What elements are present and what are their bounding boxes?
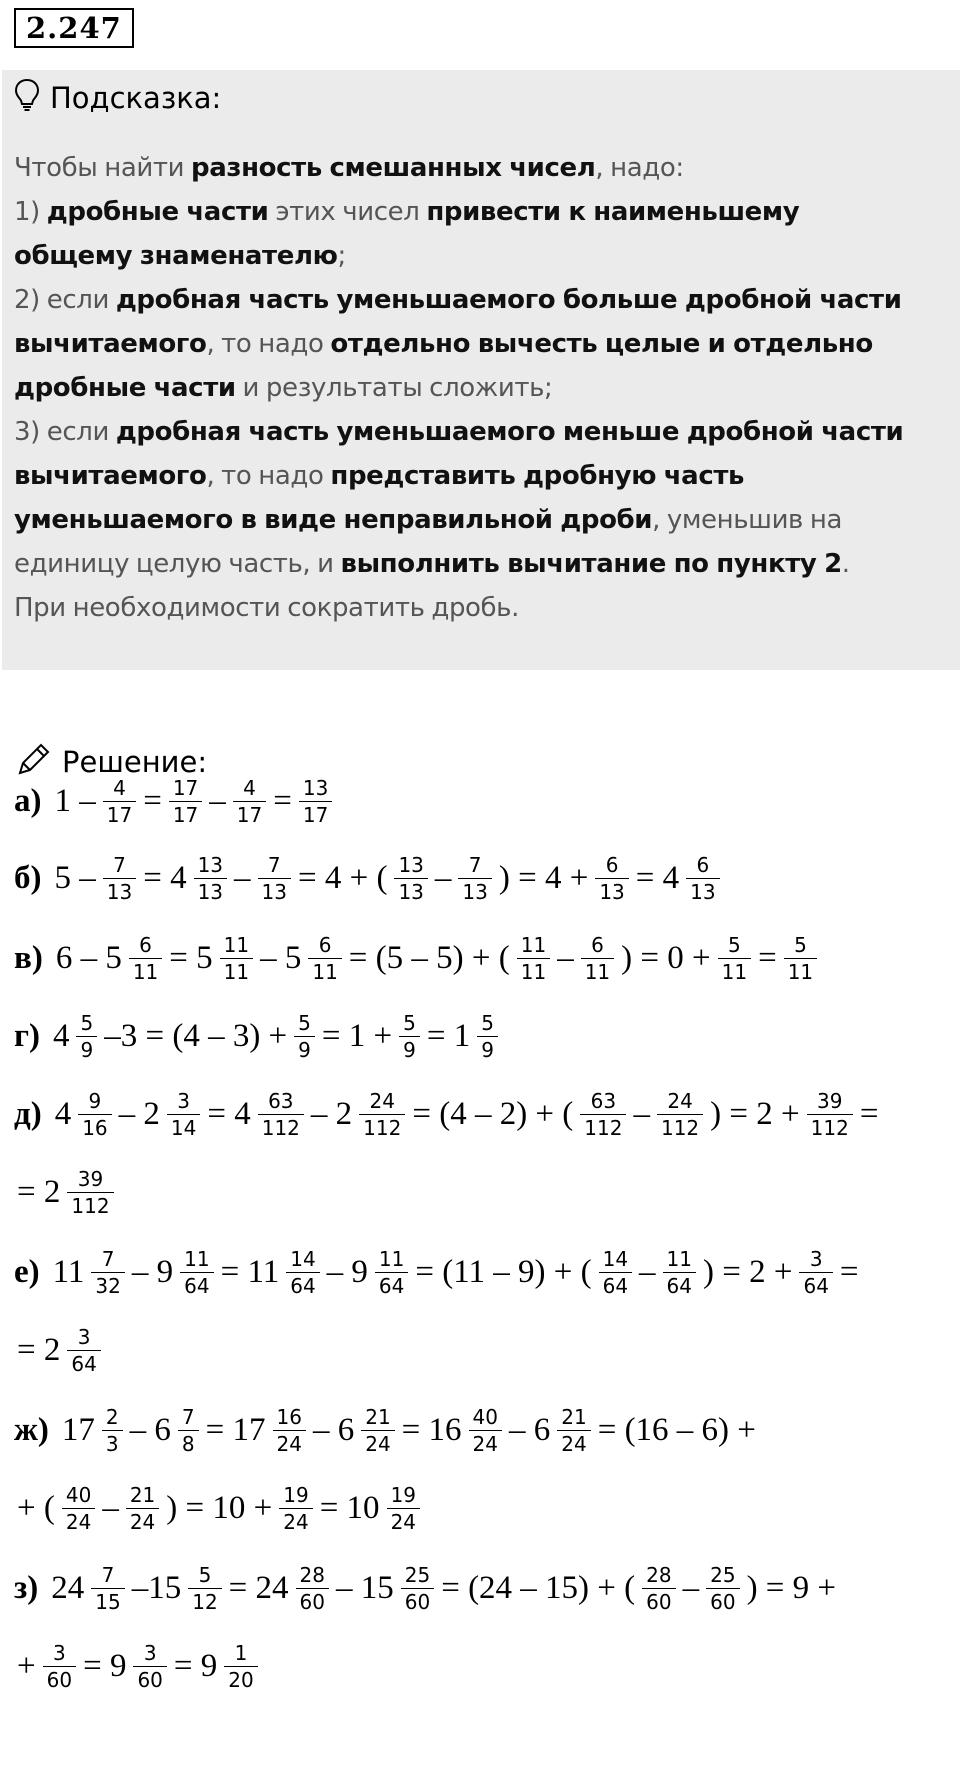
expression-text: –3 = (4 – 3) + — [104, 1018, 288, 1054]
denominator: 32 — [91, 1272, 124, 1299]
numerator: 7 — [267, 853, 281, 877]
expression-text: – 2 — [310, 1096, 353, 1132]
fraction — [169, 775, 202, 828]
denominator: 16 — [78, 1114, 111, 1141]
numerator: 3 — [143, 1641, 157, 1665]
numerator: 2 — [105, 1405, 119, 1429]
expression-text: 11 — [52, 1254, 85, 1290]
expression-text: + ( — [17, 1490, 55, 1526]
fraction — [273, 1404, 306, 1457]
solution-line — [14, 1562, 839, 1615]
fraction — [517, 932, 550, 985]
denominator: 20 — [224, 1666, 257, 1693]
hint-line — [14, 542, 944, 586]
fraction — [477, 1010, 498, 1063]
fraction — [78, 1088, 111, 1141]
denominator: 64 — [67, 1350, 100, 1377]
solution-line — [14, 1088, 881, 1141]
numerator: 3 — [77, 1325, 91, 1349]
hint-segment: единицу целую часть, и — [14, 549, 341, 579]
expression-text: –15 — [131, 1570, 182, 1606]
numerator: 63 — [590, 1089, 617, 1113]
expression-text: = — [758, 940, 777, 976]
denominator: 112 — [657, 1114, 703, 1141]
denominator: 11 — [220, 958, 253, 985]
fraction — [178, 1404, 199, 1457]
expression-text: ) = 0 + — [621, 940, 711, 976]
fraction — [458, 852, 491, 905]
fraction — [580, 1088, 626, 1141]
numerator: 7 — [181, 1405, 195, 1429]
hint-emphasis: общему знаменателю — [14, 241, 338, 271]
fraction — [91, 1562, 124, 1615]
item-label: а) — [14, 783, 42, 819]
denominator: 15 — [91, 1588, 124, 1615]
numerator: 19 — [283, 1483, 309, 1507]
hint-segment: Чтобы найти — [14, 153, 192, 183]
numerator: 6 — [696, 853, 710, 877]
lightbulb-icon — [14, 78, 40, 119]
expression-text: = 2 — [17, 1174, 61, 1210]
denominator: 112 — [359, 1114, 405, 1141]
denominator: 9 — [477, 1036, 498, 1063]
hint-line — [14, 366, 944, 410]
numerator: 5 — [481, 1011, 494, 1035]
numerator: 6 — [591, 933, 604, 957]
expression-text: = 1 + — [321, 1018, 393, 1054]
fraction — [557, 1404, 590, 1457]
numerator: 9 — [88, 1089, 102, 1113]
hint-segment: этих чисел — [268, 197, 427, 227]
denominator: 13 — [394, 878, 427, 905]
numerator: 5 — [727, 933, 741, 957]
expression-text: – — [234, 860, 251, 896]
fraction — [43, 1640, 76, 1693]
denominator: 11 — [308, 958, 341, 985]
item-label: в) — [14, 940, 43, 976]
numerator: 4 — [243, 776, 256, 800]
hint-text — [14, 146, 944, 630]
denominator: 112 — [807, 1114, 853, 1141]
denominator: 24 — [361, 1430, 394, 1457]
expression-text: 4 — [52, 1018, 70, 1054]
expression-text: = (11 – 9) + ( — [415, 1254, 592, 1290]
fraction — [188, 1562, 221, 1615]
expression-text: = 4 — [143, 860, 187, 896]
expression-text: – 6 — [509, 1412, 551, 1448]
numerator: 11 — [520, 933, 547, 957]
expression-text: = — [143, 783, 162, 819]
hint-segment: ; — [337, 241, 346, 271]
numerator: 40 — [65, 1483, 92, 1507]
denominator: 24 — [387, 1508, 420, 1535]
numerator: 17 — [172, 776, 199, 800]
expression-text: – 9 — [131, 1254, 174, 1290]
solution-line — [14, 775, 336, 828]
item-label: з) — [14, 1570, 39, 1606]
denominator: 112 — [67, 1192, 113, 1219]
denominator: 24 — [273, 1430, 306, 1457]
fraction — [224, 1640, 257, 1693]
hint-line — [14, 234, 944, 278]
numerator: 21 — [365, 1405, 391, 1429]
fraction — [129, 932, 162, 985]
numerator: 4 — [113, 776, 126, 800]
fraction — [279, 1482, 312, 1535]
numerator: 28 — [646, 1563, 672, 1587]
numerator: 5 — [794, 933, 807, 957]
numerator: 21 — [561, 1405, 587, 1429]
denominator: 13 — [686, 878, 719, 905]
numerator: 21 — [129, 1483, 156, 1507]
expression-text: = 1 — [426, 1018, 471, 1054]
numerator: 7 — [101, 1563, 115, 1587]
denominator: 13 — [194, 878, 227, 905]
solution-line — [14, 1166, 118, 1219]
hint-emphasis: разность смешанных чисел — [191, 153, 596, 183]
numerator: 11 — [378, 1247, 405, 1271]
fraction — [76, 1010, 97, 1063]
hint-segment: 3) если — [14, 417, 116, 447]
denominator: 3 — [102, 1430, 123, 1457]
hint-emphasis: выполнить вычитание по пункту 2 — [340, 549, 842, 579]
expression-text: = 11 — [220, 1254, 280, 1290]
fraction — [784, 932, 817, 985]
hint-segment: , то надо — [206, 329, 331, 359]
denominator: 17 — [299, 801, 332, 828]
expression-text: – 6 — [312, 1412, 355, 1448]
fraction — [387, 1482, 420, 1535]
hint-line — [14, 146, 944, 190]
fraction — [807, 1088, 853, 1141]
fraction — [194, 852, 227, 905]
hint-line — [14, 454, 944, 498]
expression-text: = (16 – 6) + — [597, 1412, 756, 1448]
expression-text: – 5 — [260, 940, 302, 976]
denominator: 13 — [258, 878, 291, 905]
denominator: 17 — [103, 801, 136, 828]
expression-text: ) = 2 + — [710, 1096, 800, 1132]
hint-segment: 1) — [14, 197, 47, 227]
fraction — [642, 1562, 675, 1615]
fraction — [299, 775, 332, 828]
numerator: 39 — [817, 1089, 843, 1113]
fraction — [67, 1324, 100, 1377]
numerator: 7 — [468, 853, 482, 877]
solution-title: Решение: — [62, 745, 208, 779]
fraction — [375, 1246, 408, 1299]
hint-line — [14, 586, 944, 630]
numerator: 11 — [223, 933, 250, 957]
solution-line — [14, 852, 724, 905]
expression-text: – — [633, 1096, 650, 1132]
numerator: 39 — [77, 1167, 104, 1191]
expression-text: = 9 — [173, 1648, 218, 1684]
fraction — [394, 852, 427, 905]
expression-text: = 2 — [17, 1332, 61, 1368]
fraction — [258, 1088, 304, 1141]
fraction — [126, 1482, 159, 1535]
denominator: 8 — [178, 1430, 199, 1457]
denominator: 24 — [469, 1430, 502, 1457]
expression-text: = — [859, 1096, 879, 1132]
item-label: ж) — [14, 1412, 49, 1448]
denominator: 14 — [167, 1114, 200, 1141]
denominator: 11 — [517, 958, 550, 985]
fraction — [469, 1404, 502, 1457]
numerator: 1 — [234, 1641, 248, 1665]
denominator: 112 — [580, 1114, 626, 1141]
denominator: 11 — [784, 958, 817, 985]
denominator: 11 — [129, 958, 162, 985]
expression-text: 1 – — [54, 783, 96, 819]
numerator: 7 — [101, 1247, 115, 1271]
numerator: 24 — [369, 1089, 395, 1113]
fraction — [233, 775, 266, 828]
hint-segment: , уменьшив на — [652, 505, 842, 535]
solution-line — [14, 1324, 105, 1377]
denominator: 24 — [62, 1508, 95, 1535]
hint-emphasis: уменьшаемого в виде неправильной дроби — [14, 505, 653, 535]
solution-line — [14, 1482, 424, 1535]
fraction — [359, 1088, 405, 1141]
numerator: 3 — [52, 1641, 66, 1665]
hint-segment: . — [841, 549, 850, 579]
fraction — [286, 1246, 319, 1299]
denominator: 11 — [581, 958, 614, 985]
expression-text: = 10 — [319, 1490, 380, 1526]
expression-text: = 5 — [169, 940, 213, 976]
denominator: 9 — [294, 1036, 315, 1063]
denominator: 64 — [663, 1272, 696, 1299]
fraction — [103, 852, 136, 905]
fraction — [103, 775, 136, 828]
denominator: 24 — [557, 1430, 590, 1457]
numerator: 5 — [403, 1011, 416, 1035]
fraction — [167, 1088, 200, 1141]
expression-text: ) = 10 + — [166, 1490, 273, 1526]
denominator: 17 — [233, 801, 266, 828]
denominator: 9 — [399, 1036, 420, 1063]
solution-line — [14, 1010, 502, 1063]
expression-text: = 4 — [635, 860, 680, 896]
hint-line — [14, 498, 944, 542]
numerator: 14 — [602, 1247, 629, 1271]
denominator: 17 — [169, 801, 202, 828]
numerator: 40 — [472, 1405, 498, 1429]
expression-text: = (4 – 2) + ( — [412, 1096, 574, 1132]
numerator: 25 — [710, 1563, 736, 1587]
solution-line — [14, 1246, 862, 1299]
denominator: 64 — [375, 1272, 408, 1299]
fraction — [258, 852, 291, 905]
numerator: 3 — [177, 1089, 190, 1113]
expression-text: 24 — [51, 1570, 85, 1606]
hint-line — [14, 410, 944, 454]
item-label: е) — [14, 1254, 40, 1290]
expression-text: = — [273, 783, 292, 819]
denominator: 12 — [188, 1588, 221, 1615]
numerator: 7 — [113, 853, 126, 877]
denominator: 13 — [103, 878, 136, 905]
fraction — [595, 852, 628, 905]
numerator: 25 — [404, 1563, 431, 1587]
hint-emphasis: дробная часть уменьшаемого больше дробной части — [115, 285, 902, 315]
expression-text: ) = 4 + — [498, 860, 589, 896]
numerator: 28 — [299, 1563, 325, 1587]
hint-segment: и результаты сложить; — [235, 373, 553, 403]
expression-text: – — [209, 783, 226, 819]
expression-text: – 6 — [129, 1412, 171, 1448]
hint-emphasis: привести к наименьшему — [426, 197, 800, 227]
fraction — [220, 932, 253, 985]
numerator: 5 — [198, 1563, 212, 1587]
denominator: 13 — [595, 878, 628, 905]
expression-text: – — [682, 1570, 700, 1606]
expression-text: = 16 — [401, 1412, 462, 1448]
expression-text: 4 — [54, 1096, 72, 1132]
denominator: 24 — [126, 1508, 159, 1535]
numerator: 16 — [276, 1405, 302, 1429]
item-label: д) — [14, 1096, 42, 1132]
fraction — [599, 1246, 632, 1299]
numerator: 6 — [318, 933, 332, 957]
expression-text: = 24 — [228, 1570, 289, 1606]
expression-text: – — [639, 1254, 656, 1290]
expression-text: – 2 — [118, 1096, 160, 1132]
expression-text: – 9 — [326, 1254, 368, 1290]
numerator: 13 — [302, 776, 329, 800]
hint-emphasis: дробная часть уменьшаемого меньше дробной части — [115, 417, 904, 447]
denominator: 64 — [799, 1272, 832, 1299]
hint-line — [14, 190, 944, 234]
fraction — [799, 1246, 832, 1299]
denominator: 60 — [133, 1666, 166, 1693]
expression-text: + — [17, 1648, 36, 1684]
denominator: 60 — [706, 1588, 739, 1615]
numerator: 3 — [809, 1247, 823, 1271]
denominator: 60 — [401, 1588, 434, 1615]
hint-emphasis: дробные части — [14, 373, 236, 403]
hint-title: Подсказка: — [50, 81, 222, 115]
denominator: 60 — [43, 1666, 76, 1693]
solution-line — [14, 1640, 262, 1693]
denominator: 24 — [279, 1508, 312, 1535]
numerator: 11 — [666, 1247, 692, 1271]
denominator: 11 — [718, 958, 751, 985]
fraction — [62, 1482, 95, 1535]
expression-text: ) = 9 + — [746, 1570, 837, 1606]
expression-text: – 15 — [336, 1570, 394, 1606]
item-label: б) — [14, 860, 42, 896]
fraction — [686, 852, 719, 905]
solution-line — [14, 932, 821, 985]
fraction — [581, 932, 614, 985]
fraction — [663, 1246, 696, 1299]
fraction — [718, 932, 751, 985]
expression-text: ) = 2 + — [703, 1254, 793, 1290]
expression-text: – — [102, 1490, 119, 1526]
numerator: 11 — [184, 1247, 210, 1271]
expression-text: 17 — [61, 1412, 95, 1448]
fraction — [657, 1088, 703, 1141]
expression-text: = 17 — [205, 1412, 266, 1448]
fraction — [102, 1404, 123, 1457]
fraction — [133, 1640, 166, 1693]
problem-number: 2.247 — [14, 8, 134, 48]
fraction — [308, 932, 341, 985]
hint-line — [14, 278, 944, 322]
hint-segment: , то надо — [206, 461, 331, 491]
fraction — [401, 1562, 434, 1615]
expression-text: – — [557, 940, 574, 976]
hint-segment: При необходимости сократить дробь. — [14, 593, 519, 623]
hint-segment: 2) если — [14, 285, 116, 315]
denominator: 112 — [258, 1114, 304, 1141]
expression-text: = 9 — [83, 1648, 127, 1684]
expression-text: = (5 – 5) + ( — [348, 940, 510, 976]
fraction — [180, 1246, 213, 1299]
numerator: 24 — [667, 1089, 693, 1113]
hint-header — [14, 76, 221, 120]
hint-emphasis: вычитаемого — [14, 329, 207, 359]
hint-emphasis: представить дробную часть — [330, 461, 745, 491]
hint-line — [14, 322, 944, 366]
numerator: 19 — [390, 1483, 417, 1507]
denominator: 64 — [599, 1272, 632, 1299]
fraction — [91, 1246, 124, 1299]
numerator: 6 — [139, 933, 152, 957]
denominator: 64 — [180, 1272, 213, 1299]
fraction — [67, 1166, 113, 1219]
numerator: 63 — [268, 1089, 294, 1113]
hint-emphasis: вычитаемого — [14, 461, 207, 491]
numerator: 14 — [290, 1247, 316, 1271]
expression-text: = 4 + ( — [297, 860, 388, 896]
numerator: 5 — [80, 1011, 94, 1035]
numerator: 13 — [398, 853, 424, 877]
numerator: 5 — [298, 1011, 311, 1035]
item-label: г) — [14, 1018, 40, 1054]
fraction — [294, 1010, 315, 1063]
numerator: 13 — [197, 853, 224, 877]
fraction — [706, 1562, 739, 1615]
hint-segment: , надо: — [595, 153, 684, 183]
denominator: 9 — [76, 1036, 97, 1063]
expression-text: 6 – 5 — [55, 940, 122, 976]
expression-text: – — [434, 860, 452, 896]
denominator: 13 — [458, 878, 491, 905]
hint-emphasis: дробные части — [46, 197, 269, 227]
denominator: 60 — [642, 1588, 675, 1615]
fraction — [296, 1562, 329, 1615]
numerator: 6 — [605, 853, 619, 877]
expression-text: = 4 — [207, 1096, 251, 1132]
expression-text: = — [839, 1254, 859, 1290]
expression-text: 5 – — [54, 860, 96, 896]
fraction — [399, 1010, 420, 1063]
hint-emphasis: отдельно вычесть целые и отдельно — [330, 329, 873, 359]
solution-line — [14, 1404, 759, 1457]
denominator: 64 — [286, 1272, 319, 1299]
fraction — [361, 1404, 394, 1457]
expression-text: = (24 – 15) + ( — [441, 1570, 636, 1606]
denominator: 60 — [296, 1588, 329, 1615]
